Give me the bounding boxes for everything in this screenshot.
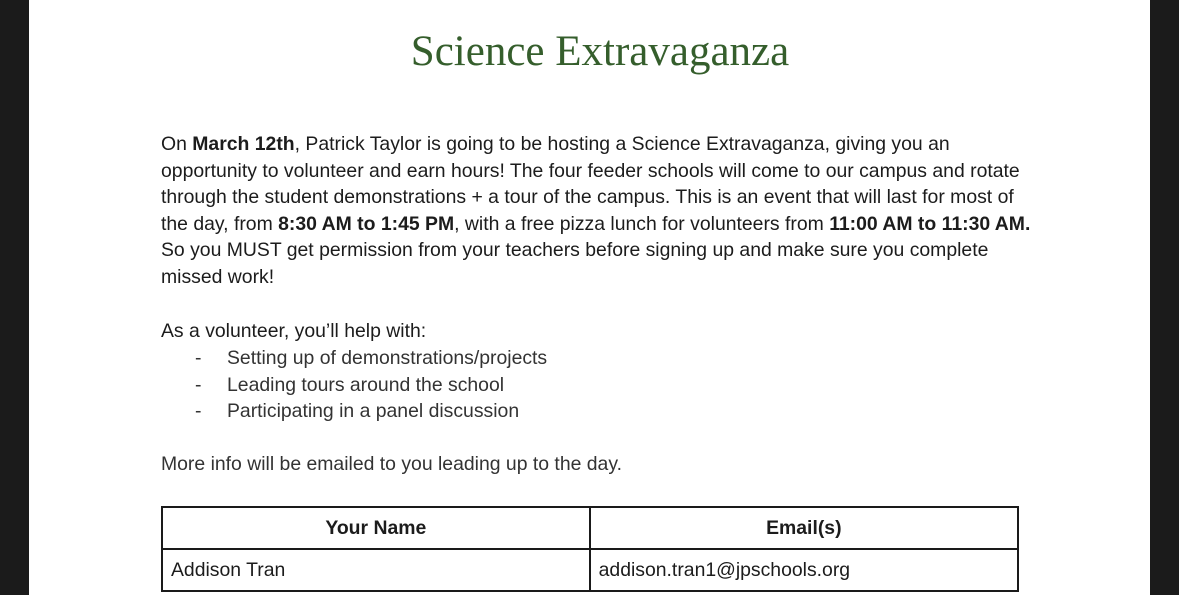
intro-text-4: So you MUST get permission from your teachers before signing up and make sure you complete missed work!: [161, 239, 989, 288]
lunch-time: 11:00 AM to 11:30 AM.: [829, 212, 1031, 235]
document-page: [29, 0, 1150, 595]
more-info-text: More info will be emailed to you leading up to the day.: [161, 453, 622, 475]
volunteer-intro: As a volunteer, you’ll help with:: [161, 320, 427, 342]
document-title: Science Extravaganza: [410, 28, 790, 75]
list-item: [161, 372, 547, 399]
left-margin-bar: [0, 0, 29, 595]
cell-name[interactable]: Addison Tran: [162, 549, 590, 591]
bullet-dash: -: [195, 400, 202, 423]
table-row: [162, 549, 1018, 591]
list-item: [161, 345, 547, 372]
signup-table: [161, 506, 1019, 592]
task-label: Participating in a panel discussion: [227, 400, 520, 423]
column-header-name: Your Name: [162, 507, 590, 549]
intro-text-2: , Patrick Taylor is going to be hosting a Science Extravaganza, giving you an opportunity to volunteer and earn hours! The four feeder schools will come to our campus and rotate through the student demonstrations + a tour of the campus. This is an event that will last for most of the day, from: [161, 133, 1020, 235]
intro-text-3: , with a free pizza lunch for volunteers from: [454, 212, 830, 235]
intro-paragraph: [161, 131, 1031, 291]
event-date: March 12th: [192, 133, 295, 155]
right-margin-bar: [1150, 0, 1179, 595]
event-time: 8:30 AM to 1:45 PM: [278, 212, 455, 235]
bullet-dash: -: [195, 347, 202, 369]
bullet-dash: -: [195, 373, 202, 396]
task-list: [161, 345, 547, 425]
task-label: Setting up of demonstrations/projects: [227, 347, 548, 369]
intro-text-1: On: [161, 133, 193, 155]
table-header-row: [162, 507, 1018, 549]
task-label: Leading tours around the school: [227, 373, 505, 396]
list-item: [161, 398, 547, 425]
cell-email[interactable]: addison.tran1@jpschools.org: [590, 549, 1018, 591]
column-header-email: Email(s): [590, 507, 1018, 549]
